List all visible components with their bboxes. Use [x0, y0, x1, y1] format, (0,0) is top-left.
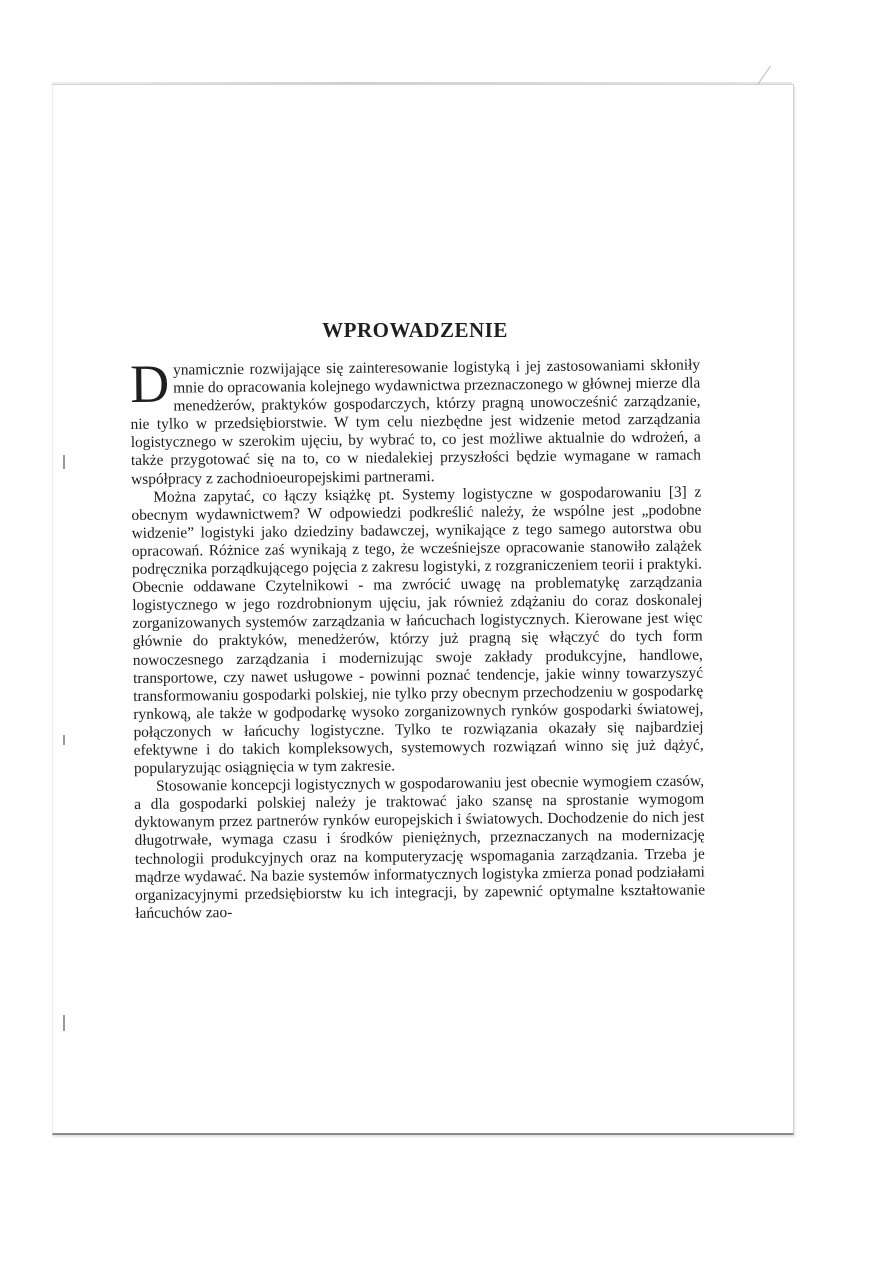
binding-mark: [63, 1015, 65, 1031]
paragraph-1-text: ynamicznie rozwijające się zainteresowanie logistyką i jej zastosowaniami skłoniły mnie do opracowania kolejnego wydawnictwa przeznaczonego w głównej mierze dla menedżerów, praktyków gospodarczych, którzy pragną unowocześnić zarządzanie, nie tylko w przedsiębiorstwie. W tym celu niezbędne jest widzenie metod zarządzania logistycznego w szerokim ujęciu, by wybrać to, co jest możliwe aktualnie do wdrożeń, a także przygotować się na to, co w niedalekiej przyszłości będzie wymagane w ramach współpracy z zachodnioeuropejskimi partnerami.: [130, 356, 702, 488]
paragraph-2: Można zapytać, co łączy książkę pt. Systemy logistyczne w gospodarowaniu [3] z obecnym wydawnictwem? W odpowiedzi podkreślić należy, że wspólne jest „podobne widzenie” logistyki jako dziedziny badawczej, wynikające z tego samego autorstwa obu opracowań. Różnice zaś wynikają z tego, że wcześniejsze opracowanie stanowiło zalążek podręcznika porządkującego pojęcia z zakresu logistyki, z rozgraniczeniem teorii i praktyki. Obecnie oddawane Czytelnikowi - ma zwrócić uwagę na problematykę zarządzania logistycznego w jego rozdrobnionym ujęciu, jak również zdążaniu do coraz doskonalej zorganizowanych systemów zarządzania w łańcuchach logistycznych. Kierowane jest więc głównie do praktyków, menedżerów, którzy już pragną się włączyć do tych form nowoczesnego zarządzania i modernizując swoje zakłady produkcyjne, handlowe, transportowe, czy nawet usługowe - powinni poznać tendencje, jakie winny towarzyszyć transformowaniu gospodarki polskiej, nie tylko przy obecnym przechodzeniu w gospodarkę rynkową, ale także w godpodarkę wysoko zorganizownych rynków gospodarki światowej, połączonych w łańcuchy logistyczne. Tylko te rozwiązania okazały się najbardziej efektywne i do takich kompleksowych, systemowych rozwiązań winno się już dążyć, popularyzując osiągnięcia w tym zakresie.: [131, 483, 704, 778]
paragraph-1: [129, 353, 702, 489]
chapter-title: WPROWADZENIE: [322, 318, 508, 342]
binding-mark: [63, 735, 65, 745]
paragraph-3: Stosowanie koncepcji logistycznych w gospodarowaniu jest obecnie wymogiem czasów, a dla gospodarki polskiej należy je traktować jako szansę na sprostanie wymogom dyktowanym przez partnerów rynków europejskich i światowych. Dochodzenie do nich jest długotrwałe, wymaga czasu i środków pieniężnych, przeznaczanych na modernizację technologii produkcyjnych oraz na komputeryzację wspomagania zarządzania. Trzeba je mądrze wydawać. Na bazie systemów informatycznych logistyka zmierza ponad podziałami organizacyjnymi przedsiębiorstw ku ich integracji, by zapewnić optymalne kształtowanie łańcuchów zao-: [134, 772, 706, 922]
body-text: [129, 353, 706, 923]
sheet-top-edge: [52, 82, 792, 84]
drop-cap: D: [129, 353, 170, 414]
binding-mark: [63, 455, 65, 469]
